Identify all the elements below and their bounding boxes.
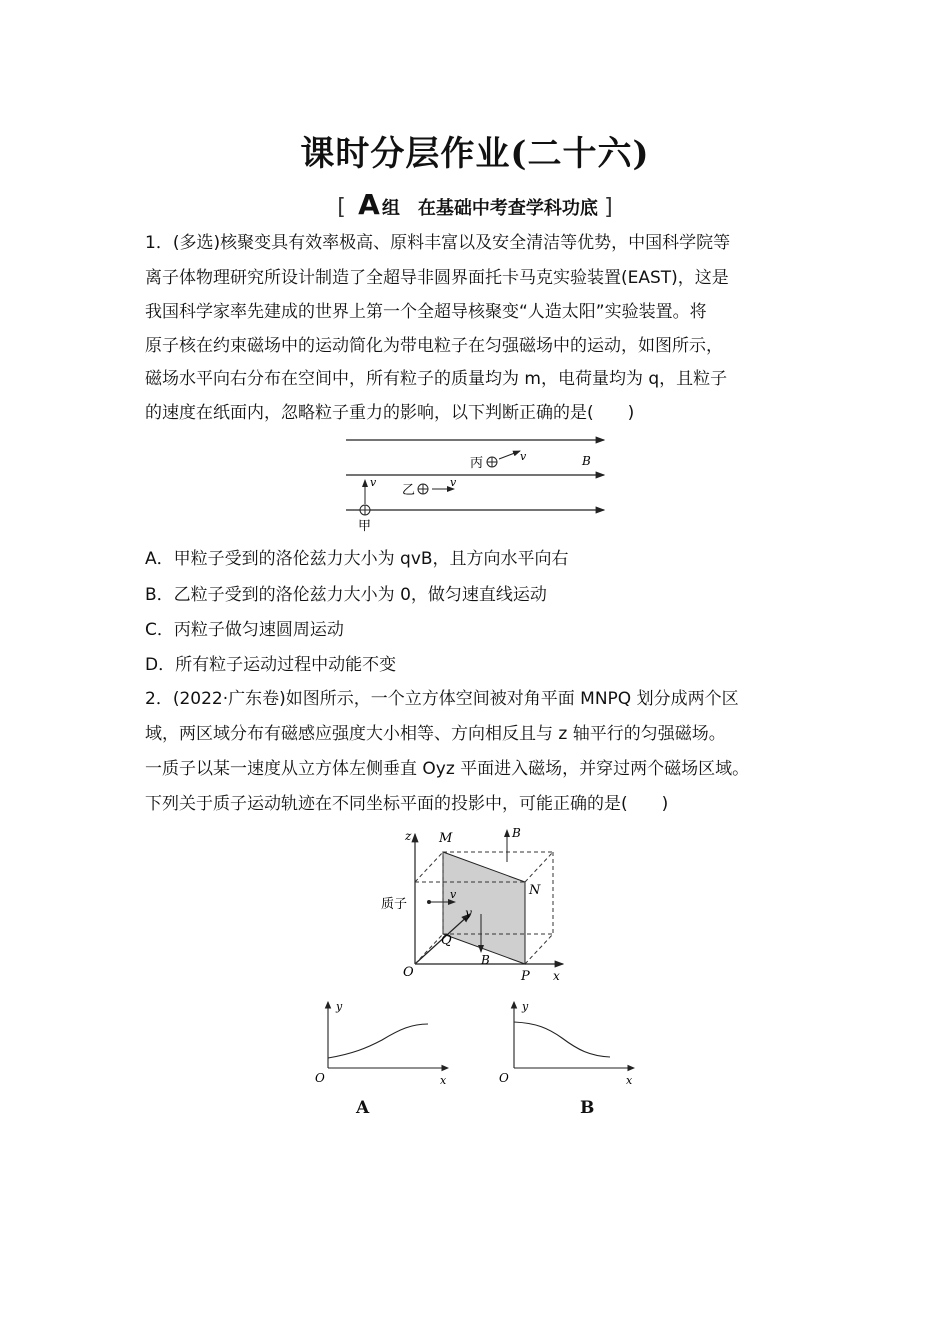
- velocity-arrow-bing: [499, 451, 520, 459]
- page-title: 课时分层作业(二十六): [300, 134, 650, 174]
- q1-line: 1．(多选)核聚变具有效率极高、原料丰富以及安全清洁等优势，中国科学院等: [145, 233, 731, 253]
- graph-b-curve: [514, 1022, 610, 1057]
- section-bracket-close: ]: [604, 195, 613, 220]
- q2-cube-figure: [375, 822, 575, 987]
- label-B-bottom: B: [481, 953, 490, 967]
- q1-line: 原子核在约束磁场中的运动简化为带电粒子在匀强磁场中的运动，如图所示，: [145, 336, 723, 356]
- graph-b-label-y: y: [522, 1000, 529, 1013]
- option-a: A．甲粒子受到的洛伦兹力大小为 qvB，且方向水平向右: [145, 549, 569, 569]
- graph-a: [312, 996, 452, 1088]
- label-jia: 甲: [358, 519, 372, 534]
- q1-line: 磁场水平向右分布在空间中，所有粒子的质量均为 m，电荷量均为 q，且粒子: [145, 369, 728, 389]
- label-v-yi: v: [450, 476, 457, 489]
- label-z: z: [405, 829, 412, 843]
- label-yi: 乙: [402, 483, 416, 498]
- label-proton: 质子: [381, 897, 408, 912]
- label-x: x: [553, 969, 560, 983]
- label-M: M: [439, 831, 453, 846]
- label-v-jia: v: [370, 476, 377, 489]
- graph-a-label: A: [356, 1098, 370, 1118]
- diagonal-plane-MNPQ: [443, 852, 525, 964]
- q2-line: 下列关于质子运动轨迹在不同坐标平面的投影中，可能正确的是( ): [145, 794, 669, 814]
- graph-b-label: B: [580, 1098, 595, 1118]
- label-v-bing: v: [520, 450, 527, 463]
- label-bing: 丙: [470, 456, 484, 471]
- option-b: B．乙粒子受到的洛伦兹力大小为 0，做匀速直线运动: [145, 585, 547, 605]
- label-Q: Q: [441, 933, 452, 948]
- graph-a-label-y: y: [336, 1000, 343, 1013]
- section-label: 组 在基础中考查学科功底: [381, 198, 598, 219]
- section-bracket-open: [: [337, 195, 346, 220]
- graph-a-curve: [328, 1024, 428, 1058]
- label-B: B: [582, 454, 591, 468]
- q2-line: 2．(2022·广东卷)如图所示，一个立方体空间被对角平面 MNPQ 划分成两个区: [145, 689, 739, 709]
- label-P: P: [521, 969, 530, 984]
- q1-figure: [330, 430, 620, 535]
- q1-line: 的速度在纸面内，忽略粒子重力的影响，以下判断正确的是( ): [145, 403, 635, 423]
- label-y: y: [465, 906, 472, 920]
- label-O: O: [403, 965, 414, 980]
- label-N: N: [529, 883, 541, 898]
- q2-line: 一质子以某一速度从立方体左侧垂直 Oyz 平面进入磁场，并穿过两个磁场区域。: [145, 759, 750, 779]
- q1-line: 离子体物理研究所设计制造了全超导非圆界面托卡马克实验装置(EAST)，这是: [145, 268, 729, 288]
- q1-line: 我国科学家率先建成的世界上第一个全超导核聚变“人造太阳”实验装置。将: [145, 302, 707, 322]
- option-d: D．所有粒子运动过程中动能不变: [145, 655, 397, 675]
- graph-b-label-x: x: [626, 1074, 633, 1087]
- section-heading: [0, 188, 950, 221]
- section-badge: A: [358, 188, 380, 221]
- graph-b-label-origin: O: [499, 1071, 509, 1085]
- graph-b: [496, 996, 636, 1088]
- option-c: C．丙粒子做匀速圆周运动: [145, 620, 344, 640]
- label-B-top: B: [512, 826, 521, 840]
- q2-line: 域，两区域分布有磁感应强度大小相等、方向相反且与 z 轴平行的匀强磁场。: [145, 724, 726, 744]
- label-v: v: [450, 888, 457, 901]
- graph-a-label-origin: O: [315, 1071, 325, 1085]
- graph-a-label-x: x: [440, 1074, 447, 1087]
